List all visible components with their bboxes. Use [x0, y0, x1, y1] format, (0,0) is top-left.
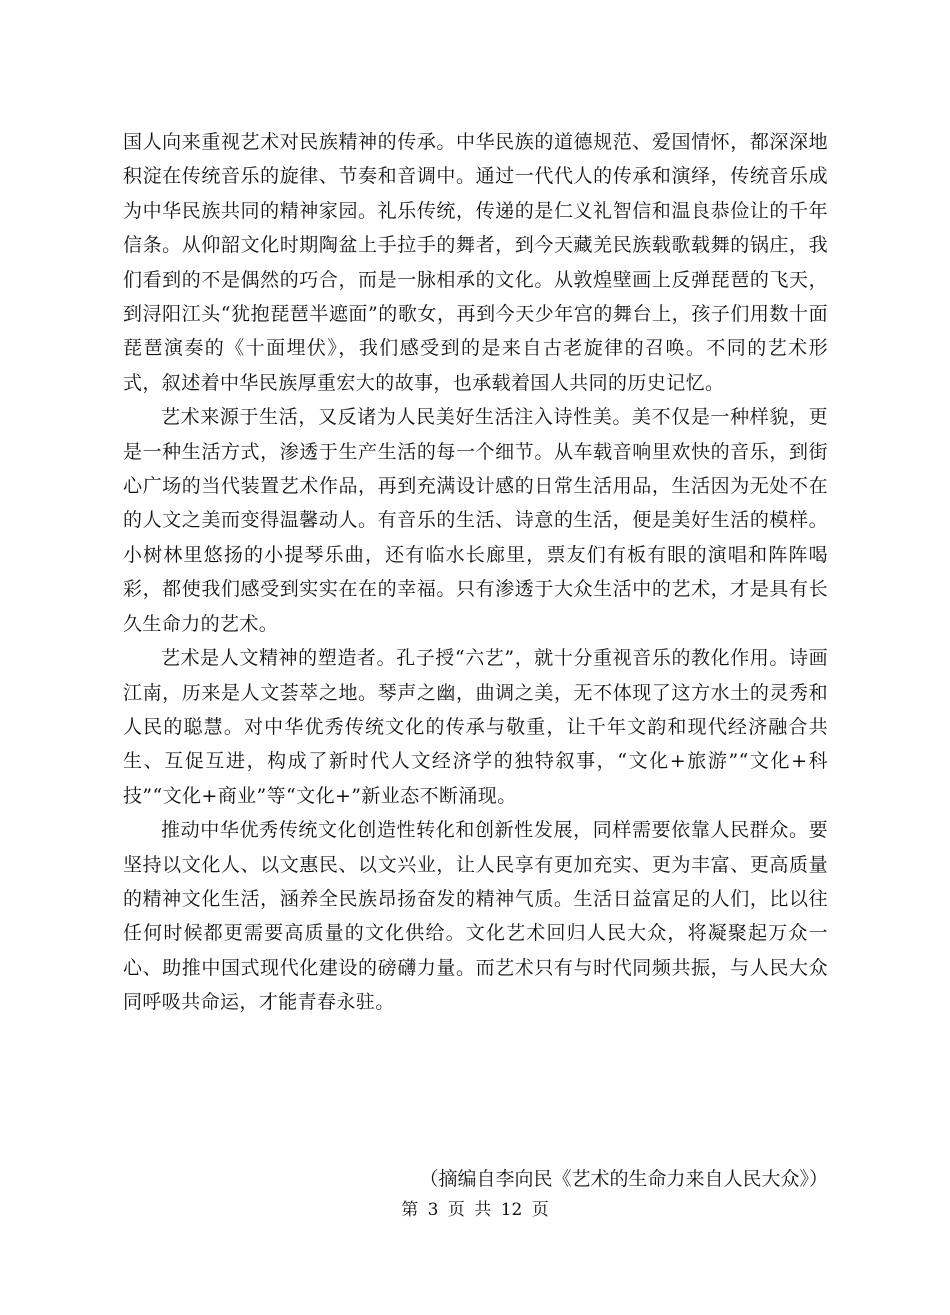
- paragraph-2: 艺术来源于生活，又反诸为人民美好生活注入诗性美。美不仅是一种样貌，更是一种生活方式，渗透于生产生活的每一个细节。从车载音响里欢快的音乐，到街心广场的当代装置艺术作品，再到充满设计感的日常生活用品，生活因为无处不在的人文之美而变得温馨动人。有音乐的生活、诗意的生活，便是美好生活的模样。小树林里悠扬的小提琴乐曲，还有临水长廊里，票友们有板有眼的演唱和阵阵喝彩，都使我们感受到实实在在的幸福。只有渗透于大众生活中的艺术，才是具有长久生命力的艺术。: [123, 406, 828, 635]
- paragraph-3: 艺术是人文精神的塑造者。孔子授“六艺”，就十分重视音乐的教化作用。诗画江南，历来是人文荟萃之地。琴声之幽，曲调之美，无不体现了这方水土的灵秀和人民的聪慧。对中华优秀传统文化的传承与敬重，让千年文韵和现代经济融合共生、互促互进，构成了新时代人文经济学的独特叙事，“文化+旅游”“文化+科技”“文化+商业”等“文化+”新业态不断涌现。: [123, 647, 828, 807]
- article-body: [123, 125, 828, 1020]
- page-number-footer: 第 3 页 共 12 页: [401, 1200, 549, 1220]
- paragraph-1: 国人向来重视艺术对民族精神的传承。中华民族的道德规范、爱国情怀，都深深地积淀在传统音乐的旋律、节奏和音调中。通过一代代人的传承和演绎，传统音乐成为中华民族共同的精神家园。礼乐传统，传递的是仁义礼智信和温良恭俭让的千年信条。从仰韶文化时期陶盆上手拉手的舞者，到今天藏羌民族载歌载舞的锅庄，我们看到的不是偶然的巧合，而是一脉相承的文化。从敦煌壁画上反弹琵琶的飞天，到浔阳江头“犹抱琵琶半遮面”的歌女，再到今天少年宫的舞台上，孩子们用数十面琵琶演奏的《十面埋伏》，我们感受到的是来自古老旋律的召唤。不同的艺术形式，叙述着中华民族厚重宏大的故事，也承载着国人共同的历史记忆。: [123, 131, 828, 394]
- source-citation: （摘编自李向民《艺术的生命力来自人民大众》）: [419, 1168, 828, 1190]
- paragraph-4: 推动中华优秀传统文化创造性转化和创新性发展，同样需要依靠人民群众。要坚持以文化人、以文惠民、以文兴业，让人民享有更加充实、更为丰富、更高质量的精神文化生活，涵养全民族昂扬奋发的精神气质。生活日益富足的人们，比以往任何时候都更需要高质量的文化供给。文化艺术回归人民大众，将凝聚起万众一心、助推中国式现代化建设的磅礴力量。而艺术只有与时代同频共振，与人民大众同呼吸共命运，才能青春永驻。: [123, 819, 828, 1014]
